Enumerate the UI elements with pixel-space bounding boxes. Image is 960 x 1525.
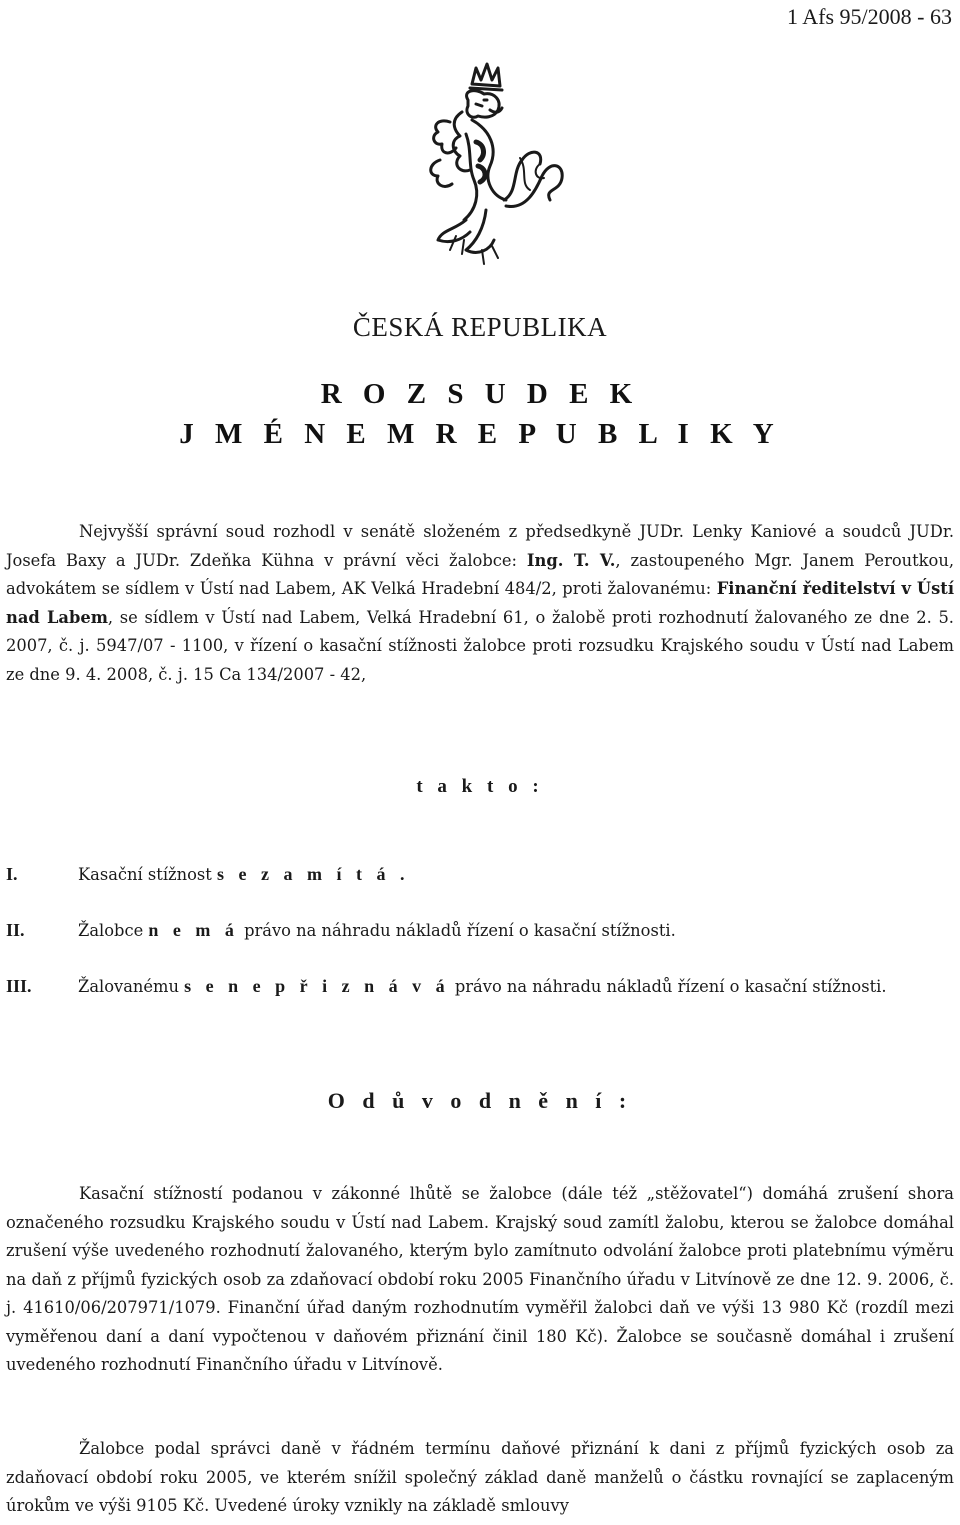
reasoning-paragraph (6, 1435, 954, 1521)
country-name: ČESKÁ REPUBLIKA (352, 312, 608, 342)
intro-text-1: Nejvyšší správní soud rozhodl v senátě složeném z předsedkyně JUDr. Lenky Kaniové a soudců JUDr. Josefa Baxy a JUDr. Zdeňka Kühna v právní věci žalobce: (6, 522, 954, 570)
plaintiff-name: Ing. T. V. (526, 550, 616, 570)
czech-lion-coat-of-arms-icon (380, 60, 580, 272)
verdict-text-post: právo na náhradu nákladů řízení o kasační stížnosti. (238, 921, 676, 940)
reasoning-heading: O d ů v o d n ě n í : (327, 1088, 633, 1113)
verdict-text-post: právo na náhradu nákladů řízení o kasační stížnosti. (449, 977, 887, 996)
verdict-text: Kasační stížnost (78, 865, 217, 884)
reasoning-text: Kasační stížností podanou v zákonné lhůtě se žalobce (dále též „stěžovatel“) domáhá zrušení shora označeného rozsudku Krajského soudu v Ústí nad Labem. Krajský soud zamítl žalobu, kterou se žalobce domáhal zrušení výše uvedeného rozhodnutí žalovaného, kterým bylo zamítnuto odvolání žalobce proti platebnímu výměru na daň z příjmů fyzických osob za zdaňovací období roku 2005 Finančního úřadu v Litvínově ze dne 12. 9. 2006, č. j. 41610/06/207971/1079. Finanční úřad daným rozhodnutím vyměřil žalobci daň ve výši 13 980 Kč (rozdíl mezi vyměřenou daní a daní vypočtenou v daňovém přiznání činil 180 Kč). Žalobce se současně domáhal i zrušení uvedeného rozhodnutí Finančního úřadu v Litvínově. (6, 1184, 954, 1374)
takto-heading: t a k t o : (416, 776, 544, 797)
reasoning-paragraph (6, 1180, 954, 1380)
reasoning-text: Žalobce podal správci daně v řádném termínu daňové přiznání k dani z příjmů fyzických osob za zdaňovací období roku 2005, ve kterém snížil společný základ daně manželů o částku rovnající se zaplaceným úrokům ve výši 9105 Kč. Uvedené úroky vznikly na základě smlouvy (6, 1439, 954, 1515)
document-subtitle: J M É N E M R E P U B L I K Y (179, 418, 781, 450)
verdict-emphasis: s e z a m í t á . (216, 864, 410, 884)
verdict-item (6, 916, 954, 946)
verdict-emphasis: n e m á (148, 920, 239, 940)
document-title: R O Z S U D E K (320, 378, 640, 410)
intro-text-2: , zastoupeného Mgr. Janem Peroutkou, advokátem se sídlem v Ústí nad Labem, AK Velká Hradební 484/2, proti žalovanému: (6, 550, 955, 598)
defendant-name: Finanční ředitelství v Ústí nad Labem (6, 579, 954, 627)
case-number: 1 Afs 95/2008 - 63 (787, 4, 952, 29)
verdict-number: I. (6, 864, 18, 884)
verdict-text: Žalobce (78, 921, 149, 940)
intro-paragraph (6, 518, 954, 689)
verdict-item (6, 972, 954, 1002)
verdict-number: II. (6, 920, 25, 940)
verdict-number: III. (6, 976, 32, 996)
verdict-item (6, 860, 954, 890)
intro-text-3: , se sídlem v Ústí nad Labem, Velká Hradební 61, o žalobě proti rozhodnutí žalovaného ze dne 2. 5. 2007, č. j. 5947/07 - 1100, v řízení o kasační stížnosti žalobce proti rozsudku Krajského soudu v Ústí nad Labem ze dne 9. 4. 2008, č. j. 15 Ca 134/2007 - 42, (6, 607, 954, 684)
verdict-emphasis: s e n e p ř i z n á v á (184, 976, 450, 996)
verdict-text: Žalovanému (78, 977, 185, 996)
